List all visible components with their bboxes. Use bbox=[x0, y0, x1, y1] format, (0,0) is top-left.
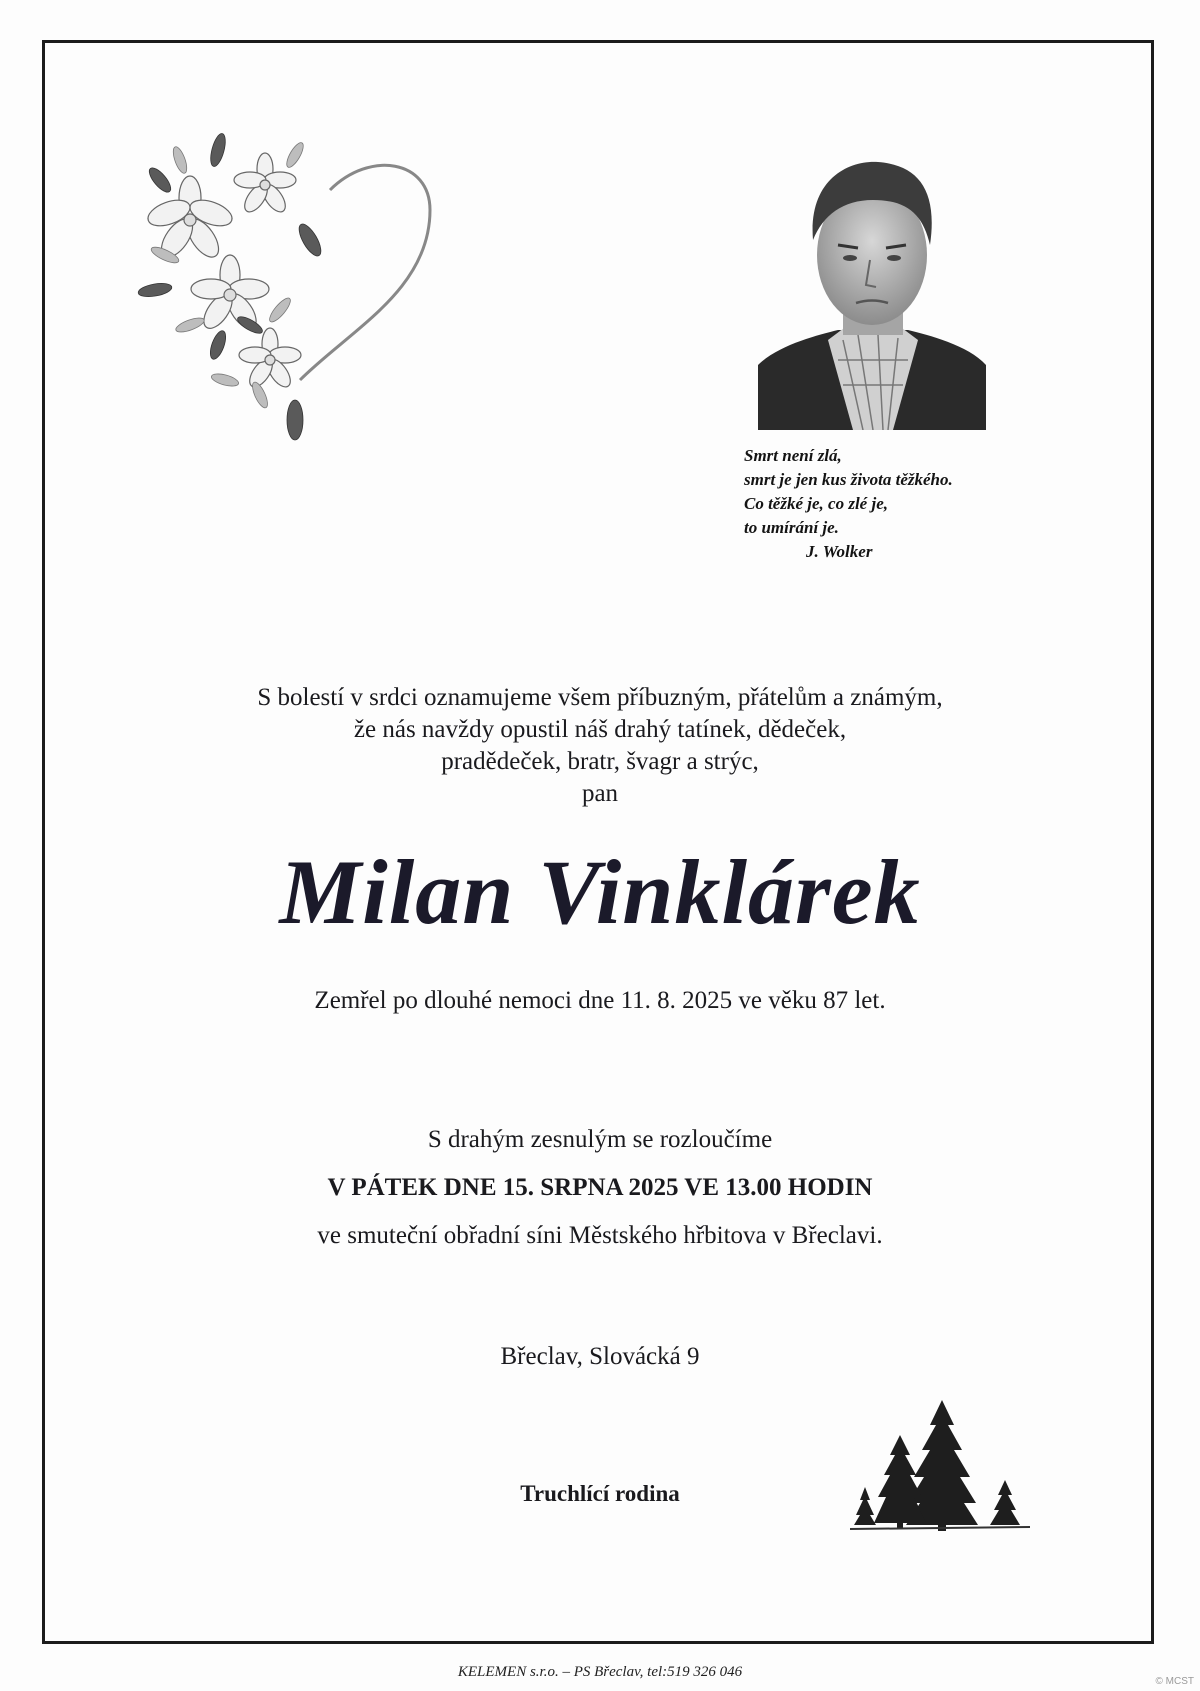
pine-trees-ornament bbox=[850, 1395, 1030, 1535]
intro-line: že nás navždy opustil náš drahý tatínek, dědeček, bbox=[353, 716, 847, 743]
farewell-info bbox=[0, 1116, 1200, 1260]
farewell-intro: S drahým zesnulým se rozloučíme bbox=[427, 1126, 773, 1153]
quote-line: Smrt není zlá, bbox=[744, 446, 842, 465]
deceased-name: Milan Vinklárek bbox=[279, 841, 921, 943]
intro-line: S bolestí v srdci oznamujeme všem příbuzným, přátelům a známým, bbox=[257, 684, 943, 711]
quote-line: Co těžké je, co zlé je, bbox=[744, 494, 888, 513]
memorial-quote bbox=[744, 444, 1044, 564]
quote-author: J. Wolker bbox=[806, 542, 873, 561]
intro-line: pradědeček, bratr, švagr a strýc, bbox=[441, 748, 759, 775]
announcement-intro bbox=[0, 682, 1200, 810]
quote-line: smrt je jen kus života těžkého. bbox=[744, 470, 953, 489]
copyright-watermark: © MCST bbox=[1155, 1676, 1194, 1687]
funeral-service-footer: KELEMEN s.r.o. – PS Břeclav, tel:519 326 046 bbox=[457, 1664, 743, 1680]
intro-line: pan bbox=[581, 780, 619, 807]
ceremony-date: V PÁTEK DNE 15. SRPNA 2025 VE 13.00 HODIN bbox=[327, 1174, 873, 1201]
deceased-portrait-photo bbox=[758, 160, 986, 430]
quote-line: to umírání je. bbox=[744, 518, 839, 537]
mourning-family-signature: Truchlící rodina bbox=[520, 1481, 680, 1506]
death-notice: Zemřel po dlouhé nemoci dne 11. 8. 2025 ve věku 87 let. bbox=[314, 987, 886, 1014]
ceremony-place: ve smuteční obřadní síni Městského hřbitova v Břeclavi. bbox=[317, 1222, 883, 1249]
family-address: Břeclav, Slovácká 9 bbox=[500, 1343, 700, 1370]
floral-heart-ornament bbox=[130, 130, 480, 490]
